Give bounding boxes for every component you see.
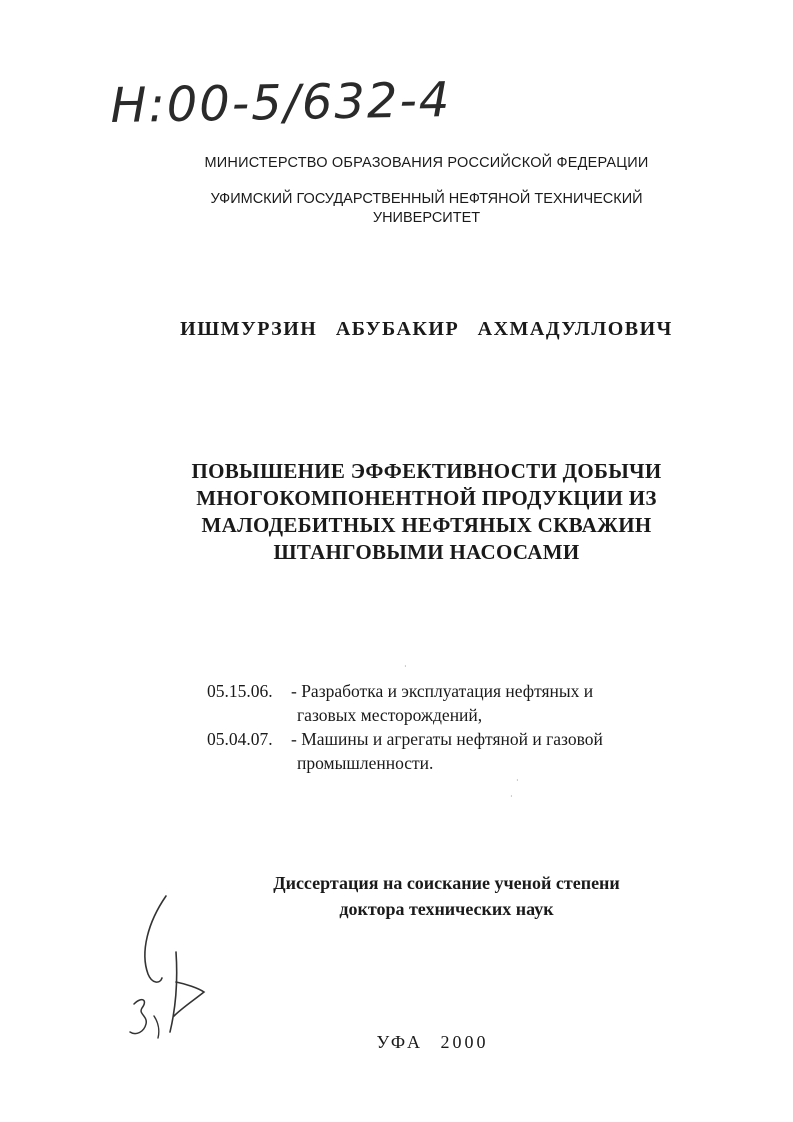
dissertation-title: [30, 458, 793, 566]
handwritten-archive-code: Н:00-5/632-4: [110, 72, 452, 134]
university-line-1: УФИМСКИЙ ГОСУДАРСТВЕННЫЙ НЕФТЯНОЙ ТЕХНИЧЕСКИЙ: [210, 191, 643, 207]
speciality-list: [207, 679, 603, 775]
speciality-code: 05.04.07.: [207, 729, 273, 749]
title-line-1: ПОВЫШЕНИЕ ЭФФЕКТИВНОСТИ ДОБЫЧИ: [191, 459, 662, 483]
city-and-year: УФА 2000: [376, 1032, 489, 1052]
speciality-description: - Машины и агрегаты нефтяной и газовой: [291, 729, 603, 749]
speciality-description-continued: газовых месторождений,: [297, 705, 483, 725]
speciality-description-continued: промышленности.: [297, 753, 434, 773]
speciality-description: - Разработка и эксплуатация нефтяных и: [291, 681, 594, 701]
degree-line-1: Диссертация на соискание ученой степени: [273, 873, 620, 893]
university-line-2: УНИВЕРСИТЕТ: [372, 210, 481, 226]
title-line-2: МНОГОКОМПОНЕНТНОЙ ПРОДУКЦИИ ИЗ: [196, 486, 657, 510]
speciality-item: [207, 679, 603, 703]
university-name: [30, 190, 793, 228]
title-line-4: ШТАНГОВЫМИ НАСОСАМИ: [273, 540, 580, 564]
scan-speck: ·: [404, 662, 407, 671]
title-line-3: МАЛОДЕБИТНЫХ НЕФТЯНЫХ СКВАЖИН: [201, 513, 652, 537]
ministry-name: МИНИСТЕРСТВО ОБРАЗОВАНИЯ РОССИЙСКОЙ ФЕДЕРАЦИИ: [204, 155, 649, 171]
speciality-code: 05.15.06.: [207, 681, 273, 701]
speciality-item: [207, 727, 603, 751]
degree-line-2: доктора технических наук: [339, 899, 554, 919]
scan-speck: ·: [516, 776, 519, 785]
author-name: ИШМУРЗИН АБУБАКИР АХМАДУЛЛОВИЧ: [180, 318, 673, 340]
handwritten-signature: [118, 892, 218, 1042]
scan-speck: ·: [510, 792, 513, 801]
